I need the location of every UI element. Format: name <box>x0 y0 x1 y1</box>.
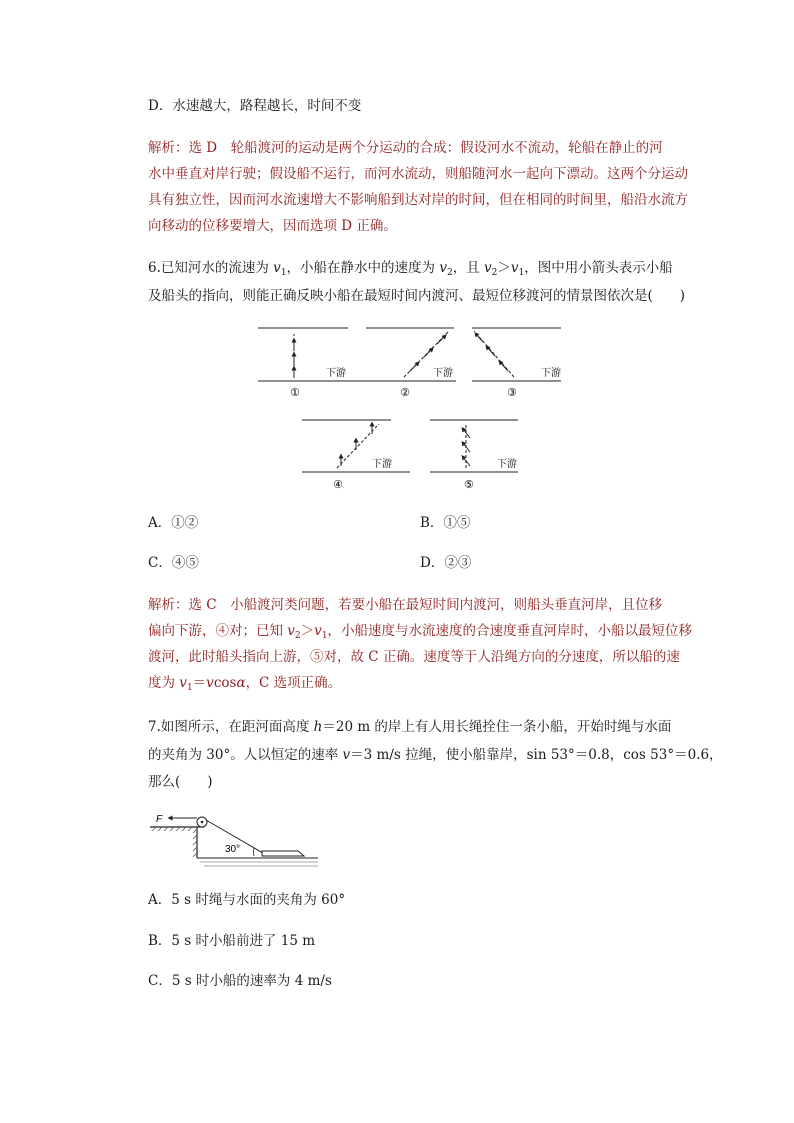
diagram-3 <box>472 328 561 399</box>
diagram-label-1: ① <box>290 387 300 399</box>
q7-option-a: A．5 s 时绳与水面的夹角为 60° <box>148 892 346 908</box>
diagram-1 <box>258 328 393 399</box>
downstream-label-1: 下游 <box>326 368 346 379</box>
q6-analysis-line-1: 解析：选 C 小船渡河类问题，若要小船在最短时间内渡河，则船头垂直河岸，且位移 <box>148 597 663 613</box>
diagram-4 <box>302 420 410 491</box>
q7-stem-line-2: 的夹角为 30°。人以恒定的速率 v＝3 m/s 拉绳，使小船靠岸，sin 53°＝0.8，cos 53°＝0.6， <box>148 747 723 763</box>
q6-option-c: C．④⑤ <box>148 555 199 571</box>
q7-stem-line-3: 那么( ) <box>148 774 213 790</box>
downstream-label-3: 下游 <box>541 368 561 379</box>
q5-analysis-line-3: 具有独立性，因而河水流速增大不影响船到达对岸的时间，但在相同的时间里，船沿水流方 <box>148 192 688 208</box>
q5-analysis-line-1: 解析：选 D 轮船渡河的运动是两个分运动的合成：假设河水不流动，轮船在静止的河 <box>148 140 663 156</box>
downstream-label-2: 下游 <box>433 368 453 379</box>
downstream-label-5: 下游 <box>497 459 517 470</box>
q6-stem-line-1: 6.已知河水的流速为 $v_1$，小船在静水中的速度为 $v_2$，且 $v_2>v_1$，图中用小箭头表示小船 <box>148 260 673 278</box>
diagram-label-3: ③ <box>507 387 517 399</box>
downstream-label-4: 下游 <box>372 459 392 470</box>
q6-option-b: B．①⑤ <box>420 515 471 531</box>
q6-analysis-line-3: 渡河，此时船头指向上游，⑤对，故 C 正确。速度等于人沿绳方向的分速度，所以船的速 <box>148 649 680 665</box>
q5-analysis-line-4: 向移动的位移要增大，因而选项 D 正确。 <box>148 218 397 234</box>
q7-option-c: C．5 s 时小船的速率为 4 m/s <box>148 973 332 989</box>
q6-analysis-line-4: 度为 $v_1=vcos\alpha$，C 选项正确。 <box>148 675 342 693</box>
q7-boat-diagram <box>150 814 318 866</box>
force-label: F <box>156 814 163 825</box>
q6-option-a: A．①② <box>148 515 199 531</box>
diagram-label-2: ② <box>400 387 410 399</box>
q5-analysis-line-2: 水中垂直对岸行驶；假设船不运行，而河水流动，则船随河水一起向下漂动。这两个分运动 <box>148 166 688 182</box>
q6-analysis-line-2: 偏向下游，④对；已知 $v_2>v_1$，小船速度与水流速度的合速度垂直河岸时，小船以最短位移 <box>148 623 693 641</box>
diagram-2 <box>366 328 456 399</box>
q6-stem-line-2: 及船头的指向，则能正确反映小船在最短时间内渡河、最短位移渡河的情景图依次是( ) <box>148 288 686 304</box>
q7-stem-line-1: 7.如图所示，在距河面高度 h＝20 m 的岸上有人用长绳拴住一条小船，开始时绳与水面 <box>148 719 672 735</box>
diagram-label-4: ④ <box>333 479 343 491</box>
diagram-label-5: ⑤ <box>464 479 474 491</box>
diagram-5 <box>430 420 518 491</box>
q6-option-d: D．②③ <box>420 555 472 571</box>
angle-label: 30° <box>225 844 241 855</box>
q7-option-b: B．5 s 时小船前进了 15 m <box>148 933 316 949</box>
q5-option-d: D．水速越大，路程越长，时间不变 <box>148 98 362 114</box>
